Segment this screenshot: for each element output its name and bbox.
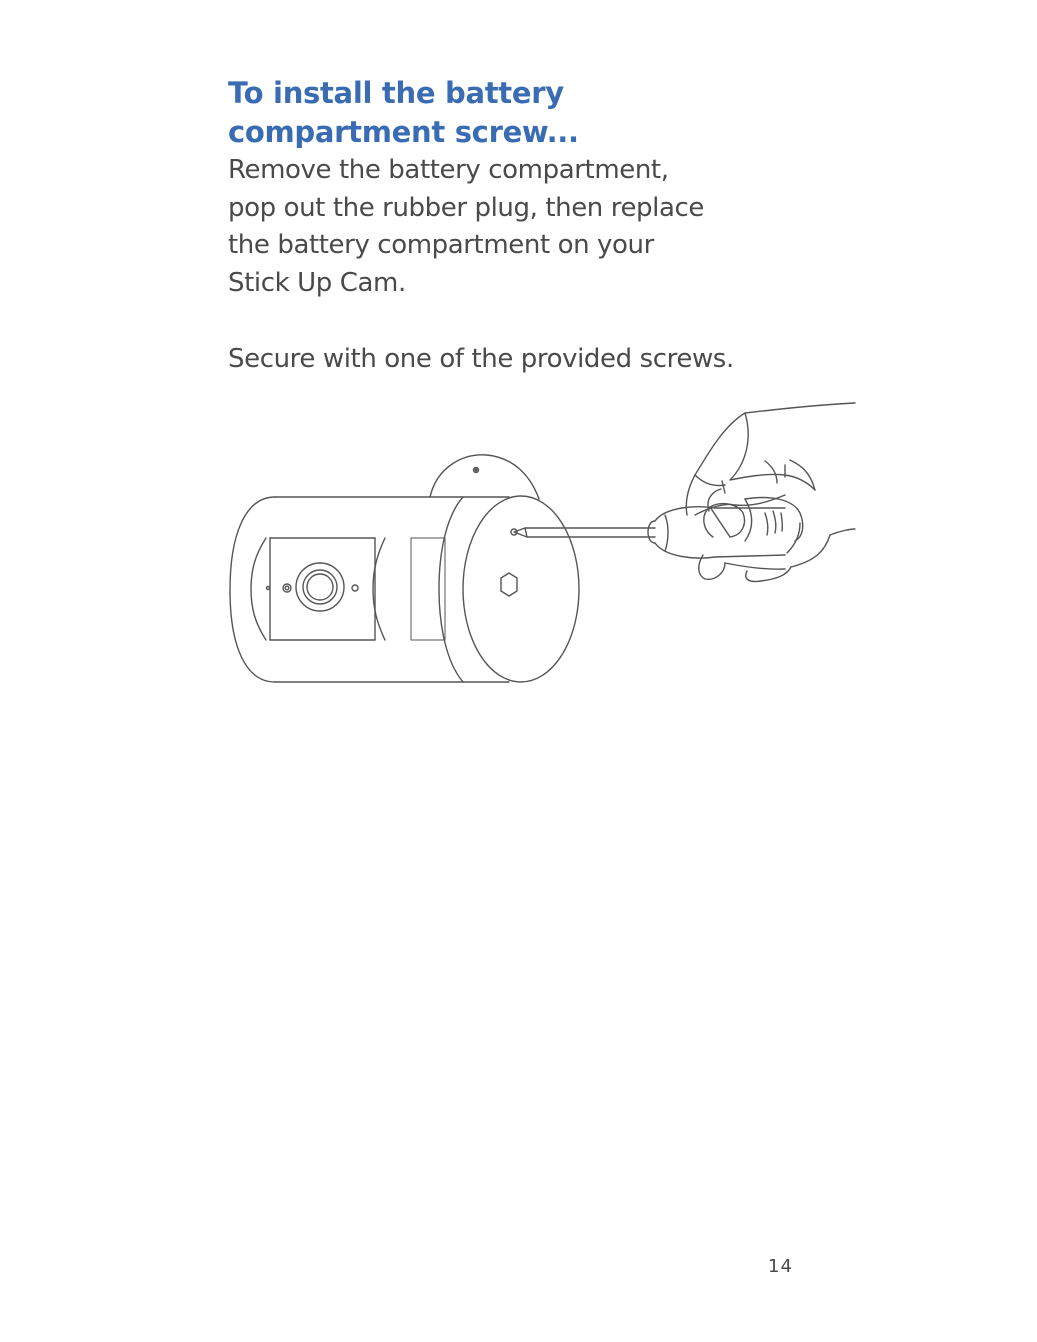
install-screw-illustration: [225, 395, 860, 695]
section-heading: [228, 74, 788, 152]
instruction-paragraph: [228, 152, 828, 302]
heading-line-1: To install the battery: [228, 76, 564, 110]
instruction-line-3: the battery compartment on your: [228, 230, 654, 260]
page-number: 14: [768, 1256, 793, 1277]
instruction-line-1: Remove the battery compartment,: [228, 155, 669, 185]
heading-line-2: compartment screw...: [228, 115, 579, 149]
instruction-line-2: pop out the rubber plug, then replace: [228, 192, 705, 223]
speaker-grille: [411, 538, 445, 640]
secure-instruction: Secure with one of the provided screws.: [228, 344, 734, 374]
instruction-line-4: Stick Up Cam.: [228, 267, 406, 298]
stick-up-cam-icon: [230, 455, 579, 682]
screwdriver-icon: [514, 507, 785, 558]
